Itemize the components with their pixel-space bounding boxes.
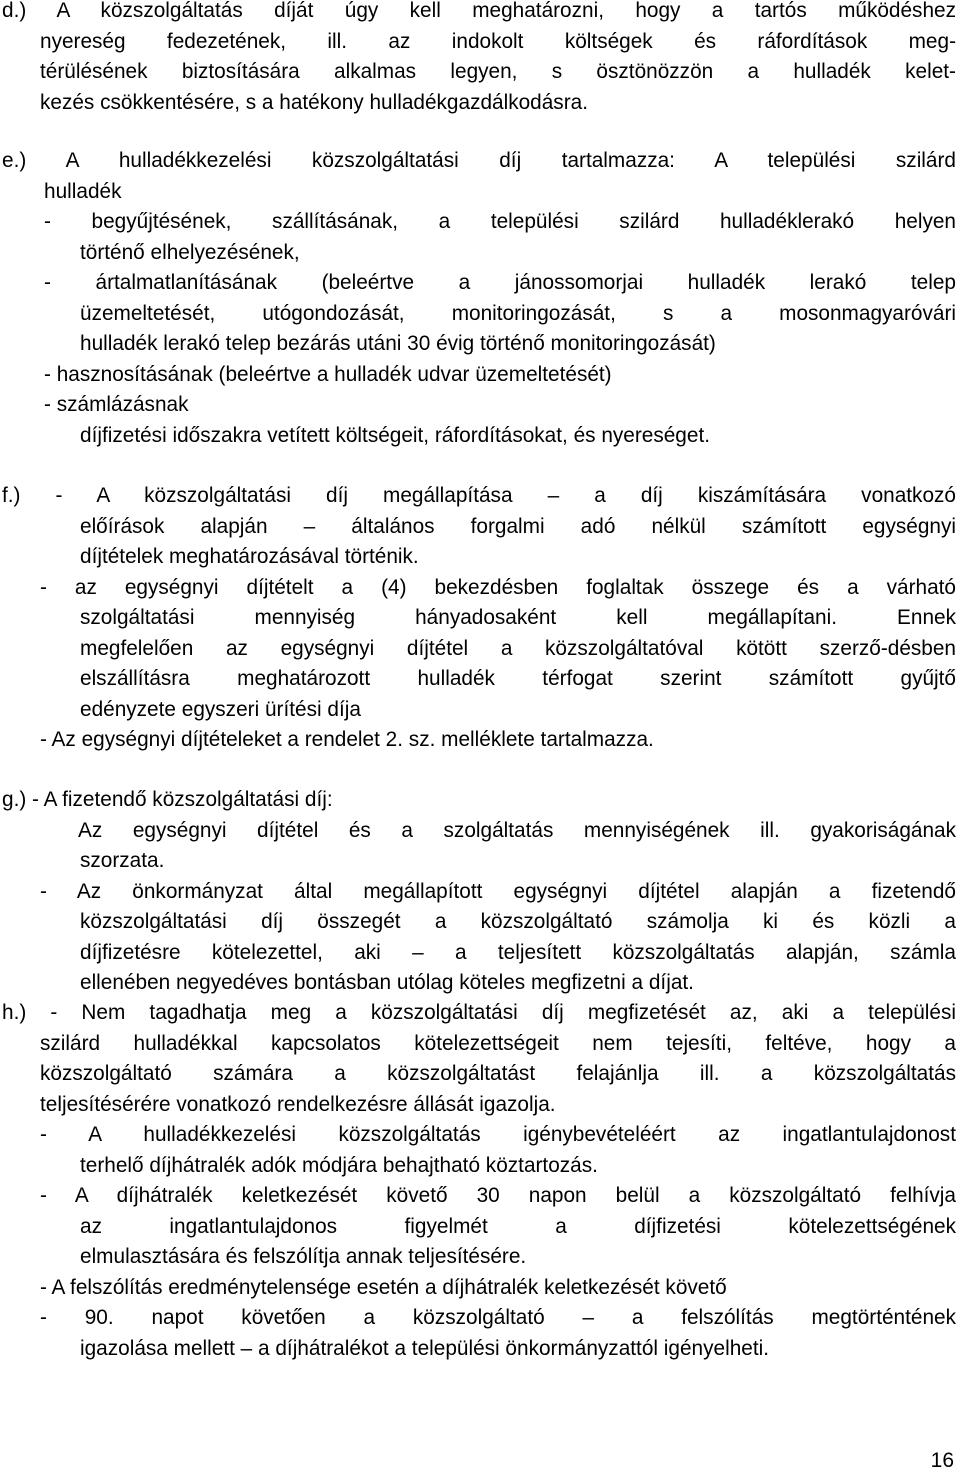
section-g-line: szorzata. <box>80 849 165 872</box>
section-h-line: teljesítésérére vonatkozó rendelkezésre állását igazolja. <box>40 1092 556 1116</box>
section-e <box>0 146 960 451</box>
section-h-line: - A díjhátralék keletkezését követő 30 napon belül a közszolgáltató felhívja <box>40 1184 956 1207</box>
section-e-line: - begyűjtésének, szállításának, a települési szilárd hulladéklerakó helyen <box>44 210 956 233</box>
section-g-line: - Az önkormányzat által megállapított egységnyi díjtétel alapján a fizetendő <box>40 879 956 903</box>
section-h-line: igazolása mellett – a díjhátralékot a települési önkormányzattól igényelheti. <box>80 1336 770 1360</box>
section-e-line: hulladék <box>44 179 122 203</box>
section-e-line: üzemeltetését, utógondozását, monitoringozását, s a mosonmagyaróvári <box>80 301 956 325</box>
section-h-line: szilárd hulladékkal kapcsolatos kötelezettségeit nem tejesíti, feltéve, hogy a <box>40 1031 956 1055</box>
section-h-line: közszolgáltató számára a közszolgáltatást felajánlja ill. a közszolgáltatás <box>40 1062 956 1085</box>
section-f-line: díjtételek meghatározásával történik. <box>80 545 419 568</box>
section-g-line: díjfizetésre kötelezettel, aki – a teljesített közszolgáltatás alapján, számla <box>80 940 956 964</box>
section-d-line: d.) A közszolgáltatás díját úgy kell meghatározni, hogy a tartós működéshez <box>2 0 956 22</box>
section-g-line: g.) - A fizetendő közszolgáltatási díj: <box>2 788 333 811</box>
section-e-line: - hasznosításának (beleértve a hulladék udvar üzemeltetését) <box>44 362 612 386</box>
section-f-line: f.) - A közszolgáltatási díj megállapítása – a díj kiszámítására vonatkozó <box>2 484 956 507</box>
section-e-line: történő elhelyezésének, <box>80 240 300 264</box>
section-h-line: h.) - Nem tagadhatja meg a közszolgáltatási díj megfizetését az, aki a települési <box>2 1001 956 1024</box>
section-g <box>0 785 960 999</box>
section-f <box>0 481 960 756</box>
section-h <box>0 998 960 1364</box>
section-g-line: közszolgáltatási díj összegét a közszolgáltató számolja ki és közli a <box>80 910 956 933</box>
section-h-line: az ingatlantulajdonos figyelmét a díjfizetési kötelezettségének <box>80 1214 956 1238</box>
section-d-line: kezés csökkentésére, s a hatékony hulladékgazdálkodásra. <box>40 90 588 114</box>
section-d <box>0 0 960 118</box>
section-d-line: térülésének biztosítására alkalmas legyen, s ösztönözzön a hulladék kelet- <box>40 60 956 83</box>
section-g-line: ellenében negyedéves bontásban utólag köteles megfizetni a díjat. <box>80 971 694 994</box>
section-f-line: edényzete egyszeri ürítési díja <box>80 697 361 721</box>
section-f-line: megfelelően az egységnyi díjtétel a közszolgáltatóval kötött szerző-désben <box>80 636 956 660</box>
section-h-line: - A felszólítás eredménytelensége esetén a díjhátralék keletkezését követő <box>40 1275 727 1299</box>
section-f-line: szolgáltatási mennyiség hányadosaként kell megállapítani. Ennek <box>80 606 956 629</box>
section-h-line: elmulasztására és felszólítja annak teljesítésére. <box>80 1245 527 1268</box>
page-number: 16 <box>930 1449 954 1472</box>
section-e-line: e.) A hulladékkezelési közszolgáltatási díj tartalmazza: A települési szilárd <box>2 149 956 172</box>
section-g-line: Az egységnyi díjtétel és a szolgáltatás mennyiségének ill. gyakoriságának <box>78 818 956 842</box>
section-h-line: - A hulladékkezelési közszolgáltatás igénybevételéért az ingatlantulajdonost <box>40 1123 956 1146</box>
section-e-line: hulladék lerakó telep bezárás utáni 30 évig történő monitoringozását) <box>80 332 716 355</box>
section-d-line: nyereség fedezetének, ill. az indokolt költségek és ráfordítások meg- <box>40 29 956 53</box>
section-f-line: előírások alapján – általános forgalmi adó nélkül számított egységnyi <box>80 514 956 538</box>
section-f-line: - az egységnyi díjtételt a (4) bekezdésben foglaltak összege és a várható <box>40 575 956 599</box>
section-e-line: - ártalmatlanításának (beleértve a jánossomorjai hulladék lerakó telep <box>44 271 956 294</box>
section-e-line: díjfizetési időszakra vetített költségeit, ráfordításokat, és nyereséget. <box>80 423 710 447</box>
section-h-line: - 90. napot követően a közszolgáltató – a felszólítás megtörténtének <box>40 1306 956 1329</box>
section-f-line: - Az egységnyi díjtételeket a rendelet 2. sz. melléklete tartalmazza. <box>40 728 654 751</box>
section-f-line: elszállításra meghatározott hulladék térfogat szerint számított gyűjtő <box>80 667 956 690</box>
section-h-line: terhelő díjhátralék adók módjára behajtható köztartozás. <box>80 1153 598 1177</box>
section-e-line: - számlázásnak <box>44 393 189 416</box>
